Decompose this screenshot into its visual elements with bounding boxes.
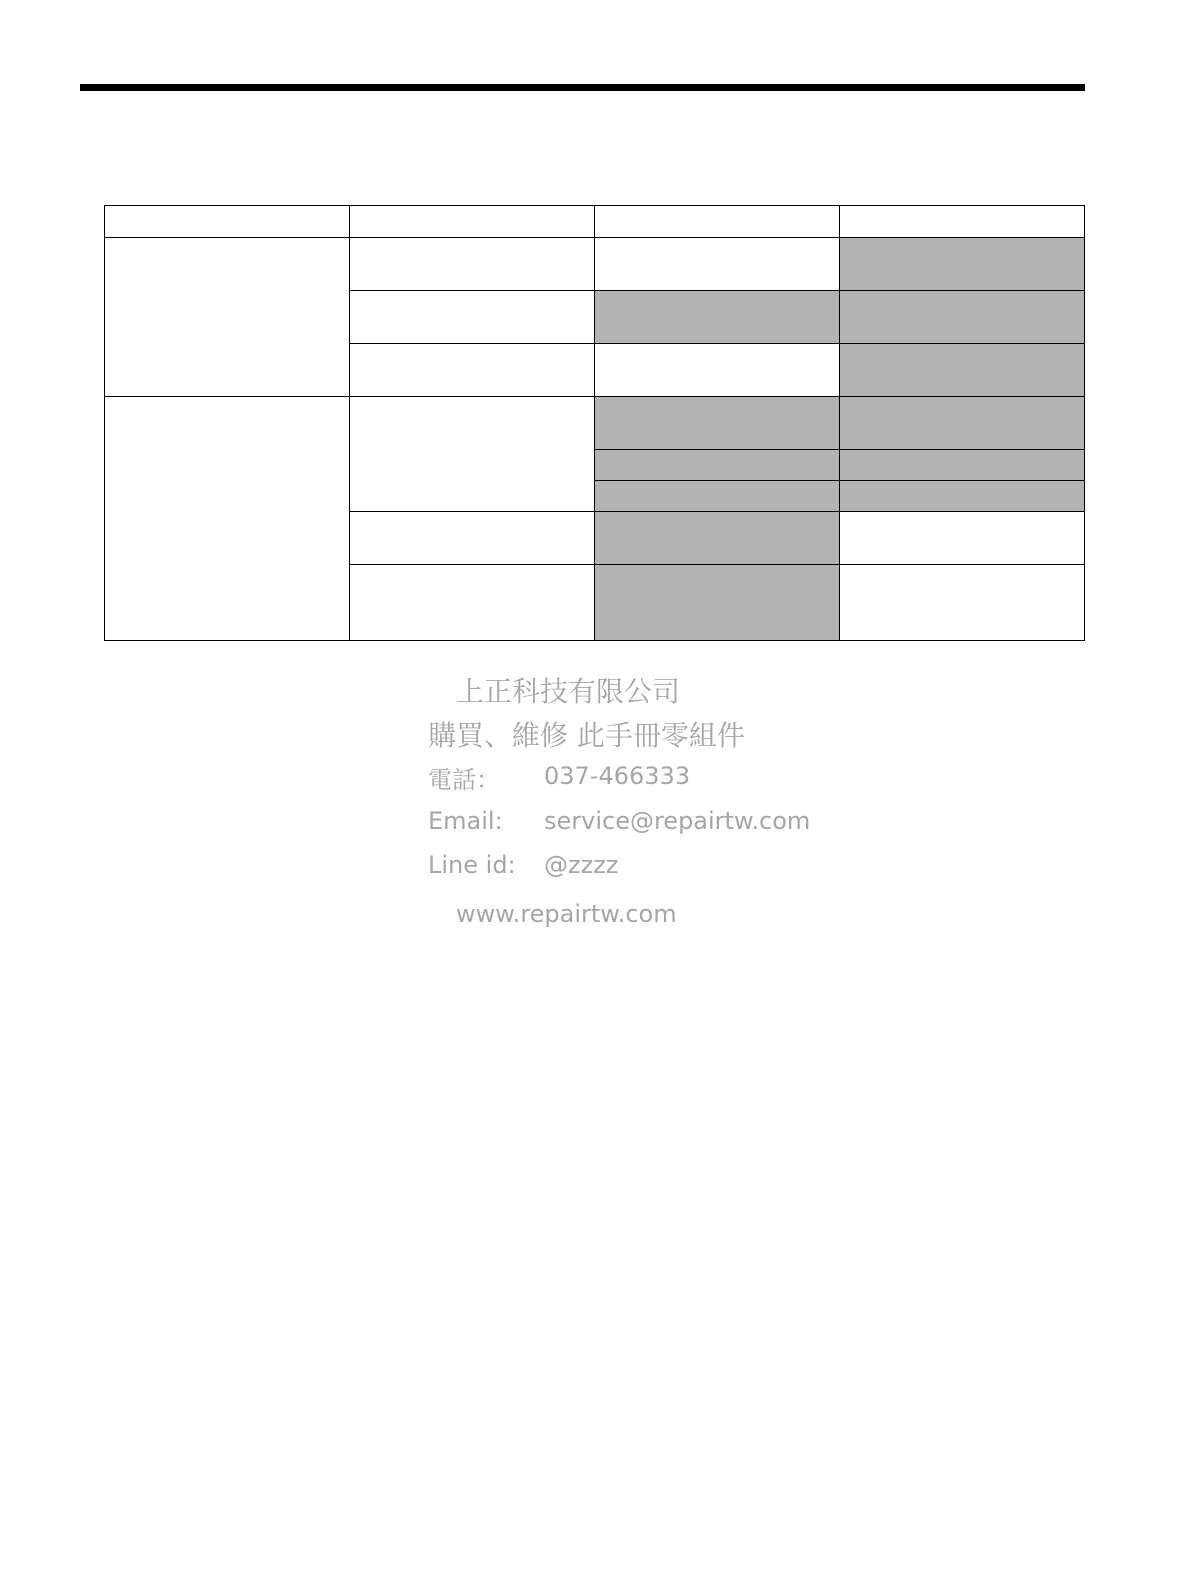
- header-rule: [80, 84, 1085, 91]
- shaded-cell: [840, 291, 1085, 344]
- shaded-cell: [840, 450, 1085, 481]
- watermark-email: service@repairtw.com: [544, 807, 811, 835]
- group-cell-2: [105, 397, 350, 641]
- table-cell: [350, 206, 595, 238]
- watermark-company: 上正科技有限公司: [456, 675, 681, 708]
- table-cell: [350, 344, 595, 397]
- table-header-row: [105, 206, 1085, 238]
- table-cell: [840, 512, 1085, 565]
- watermark-phone: 037-466333: [544, 762, 691, 790]
- table-cell: [105, 206, 350, 238]
- table-cell: [840, 565, 1085, 641]
- subgroup-cell: [350, 397, 595, 512]
- shaded-cell: [595, 397, 840, 450]
- table-cell: [350, 238, 595, 291]
- shaded-cell: [595, 565, 840, 641]
- table-cell: [350, 291, 595, 344]
- table-row: [105, 238, 1085, 291]
- shaded-cell: [595, 291, 840, 344]
- watermark-website: www.repairtw.com: [456, 900, 677, 928]
- table-cell: [350, 565, 595, 641]
- table-cell: [595, 206, 840, 238]
- shaded-cell: [595, 512, 840, 565]
- watermark-line-label: Line id:: [428, 851, 516, 879]
- table-row: [105, 397, 1085, 450]
- table-cell: [595, 344, 840, 397]
- shaded-cell: [840, 344, 1085, 397]
- shaded-cell: [840, 481, 1085, 512]
- watermark-line-id: @zzzz: [544, 851, 619, 879]
- group-cell-1: [105, 238, 350, 397]
- table-cell: [840, 206, 1085, 238]
- watermark-email-label: Email:: [428, 807, 503, 835]
- shaded-cell: [595, 450, 840, 481]
- table-cell: [595, 238, 840, 291]
- shaded-cell: [840, 238, 1085, 291]
- spec-table: [104, 205, 1085, 641]
- shaded-cell: [840, 397, 1085, 450]
- watermark-phone-label: 電話：: [428, 766, 500, 794]
- shaded-cell: [595, 481, 840, 512]
- table-cell: [350, 512, 595, 565]
- watermark-services: 購買、維修 此手冊零組件: [428, 719, 745, 752]
